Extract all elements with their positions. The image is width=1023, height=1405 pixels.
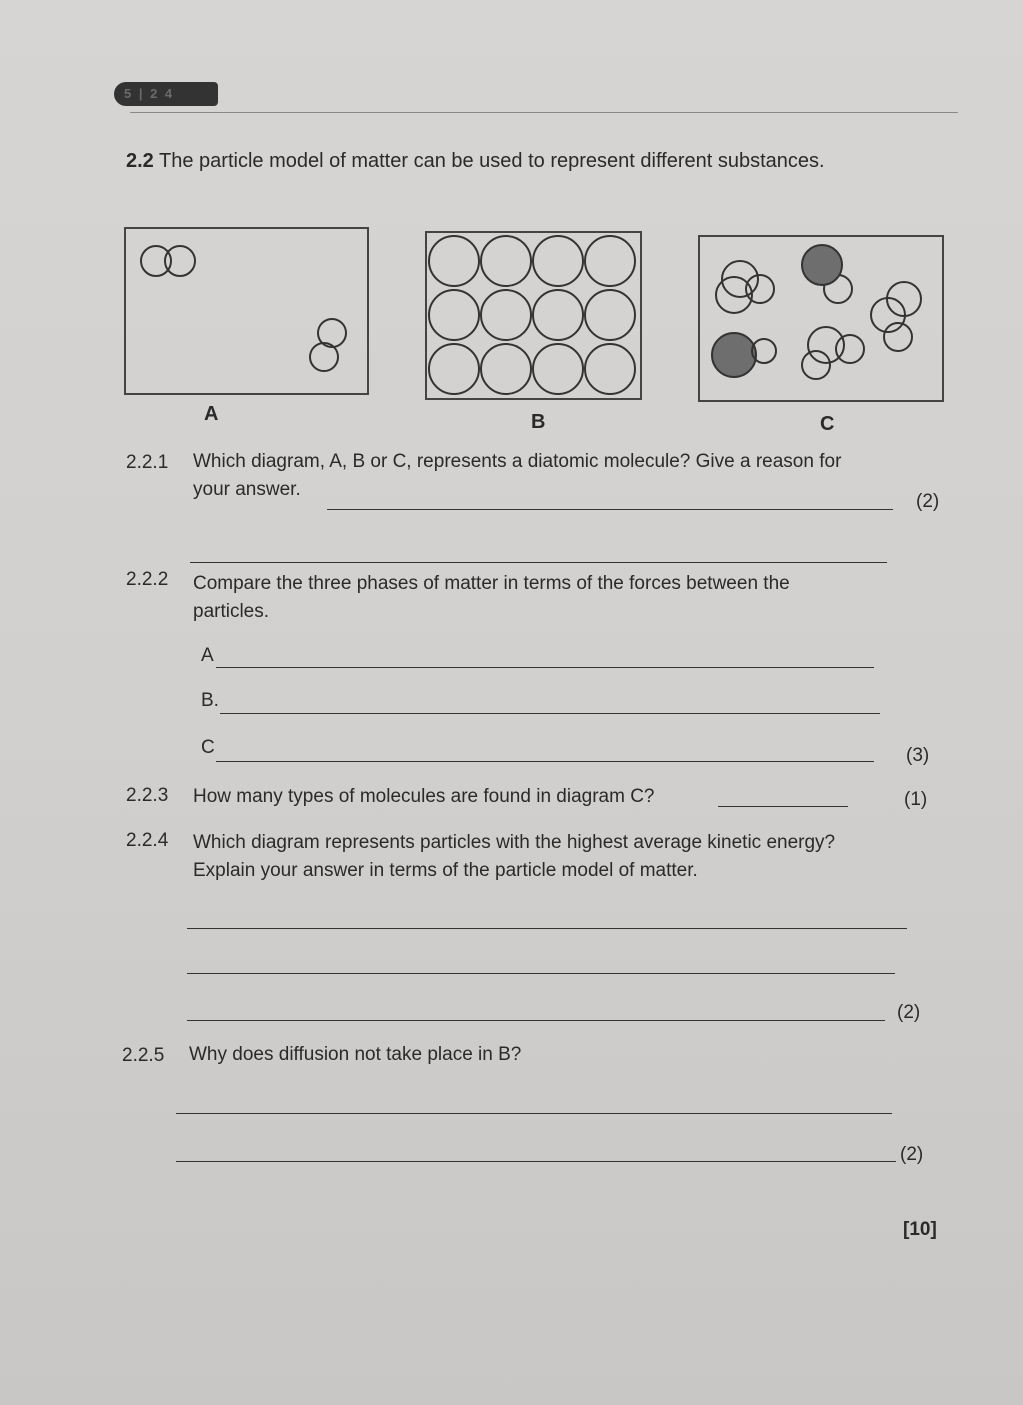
gas-molecule-1-atom-2 — [165, 246, 195, 276]
part-c-label: C — [201, 737, 215, 758]
gas-molecule-2-atom-2 — [310, 343, 338, 371]
diagram-b-particles — [427, 233, 640, 398]
diagram-a-label: A — [204, 403, 219, 425]
answer-line-2-2-4-c[interactable] — [187, 1020, 885, 1021]
solid-particle-r1-c3 — [533, 236, 583, 286]
subquestion-2-2-5-marks: (2) — [900, 1144, 924, 1165]
answer-line-2-2-2-b[interactable] — [220, 713, 880, 714]
diagram-b-label: B — [531, 411, 546, 433]
page-header-badge-text: 5 | 2 4 — [124, 86, 175, 101]
subquestion-2-2-2-number: 2.2.2 — [126, 569, 169, 590]
subquestion-2-2-1-text — [193, 448, 841, 504]
answer-line-2-2-5-a[interactable] — [176, 1113, 892, 1114]
solid-particle-r1-c1 — [429, 236, 479, 286]
solid-particle-r1-c2 — [481, 236, 531, 286]
answer-line-2-2-5-b[interactable] — [176, 1161, 896, 1162]
molecule-4-atom-1-shaded — [712, 333, 756, 377]
diagram-c — [698, 235, 944, 402]
subquestion-2-2-4-text — [193, 829, 835, 885]
subquestion-2-2-3-number: 2.2.3 — [126, 785, 169, 806]
subquestion-2-2-3-text: How many types of molecules are found in diagram C? — [193, 786, 655, 807]
answer-line-2-2-3[interactable] — [718, 806, 848, 807]
diagram-a — [124, 227, 369, 395]
subquestion-2-2-4-number: 2.2.4 — [126, 830, 169, 851]
answer-line-2-2-1-b[interactable] — [190, 562, 887, 563]
gas-molecule-1-atom-1 — [141, 246, 171, 276]
subquestion-2-2-4-line-1: Which diagram represents particles with the highest average kinetic energy? — [193, 832, 836, 853]
solid-particle-r3-c4 — [585, 344, 635, 394]
answer-line-2-2-2-a[interactable] — [216, 667, 874, 668]
subquestion-2-2-1-marks: (2) — [916, 491, 940, 512]
solid-particle-r2-c2 — [481, 290, 531, 340]
question-number: 2.2 — [126, 150, 154, 172]
molecule-5-atom-3 — [836, 335, 864, 363]
diagram-a-particles — [126, 229, 367, 393]
solid-particle-r3-c2 — [481, 344, 531, 394]
diagram-b — [425, 231, 642, 400]
solid-particle-r3-c3 — [533, 344, 583, 394]
diagram-c-label: C — [820, 413, 835, 435]
subquestion-2-2-3-marks: (1) — [904, 789, 928, 810]
subquestion-2-2-2-text — [193, 570, 790, 626]
question-text: The particle model of matter can be used to represent different substances. — [159, 150, 825, 172]
molecule-3-atom-3 — [884, 323, 912, 351]
subquestion-2-2-4-line-2: Explain your answer in terms of the particle model of matter. — [193, 860, 698, 881]
subquestion-2-2-5-text: Why does diffusion not take place in B? — [189, 1044, 522, 1065]
subquestion-2-2-5-number: 2.2.5 — [122, 1045, 165, 1066]
page-header-badge — [114, 82, 218, 106]
subquestion-2-2-1-line-2: your answer. — [193, 479, 301, 500]
subquestion-2-2-4-marks: (2) — [897, 1002, 921, 1023]
solid-particle-r2-c3 — [533, 290, 583, 340]
subquestion-2-2-1-line-1: Which diagram, A, B or C, represents a diatomic molecule? Give a reason for — [193, 451, 842, 472]
answer-line-2-2-4-b[interactable] — [187, 973, 895, 974]
molecule-5-atom-2 — [802, 351, 830, 379]
answer-line-2-2-4-a[interactable] — [187, 928, 907, 929]
part-b-label: B. — [201, 690, 219, 711]
total-marks: [10] — [903, 1219, 937, 1240]
solid-particle-r2-c1 — [429, 290, 479, 340]
subquestion-2-2-1-number: 2.2.1 — [126, 452, 169, 473]
subquestion-2-2-2-marks: (3) — [906, 745, 930, 766]
diagram-c-particles — [700, 237, 942, 400]
part-a-label: A — [201, 645, 214, 666]
header-rule — [130, 112, 958, 113]
solid-particle-r3-c1 — [429, 344, 479, 394]
solid-particle-r1-c4 — [585, 236, 635, 286]
solid-particle-r2-c4 — [585, 290, 635, 340]
molecule-2-atom-1-shaded — [802, 245, 842, 285]
question-heading — [126, 150, 825, 173]
answer-line-2-2-2-c[interactable] — [216, 761, 874, 762]
subquestion-2-2-2-line-1: Compare the three phases of matter in terms of the forces between the — [193, 573, 790, 594]
answer-line-2-2-1-a[interactable] — [327, 509, 893, 510]
subquestion-2-2-2-line-2: particles. — [193, 601, 270, 622]
